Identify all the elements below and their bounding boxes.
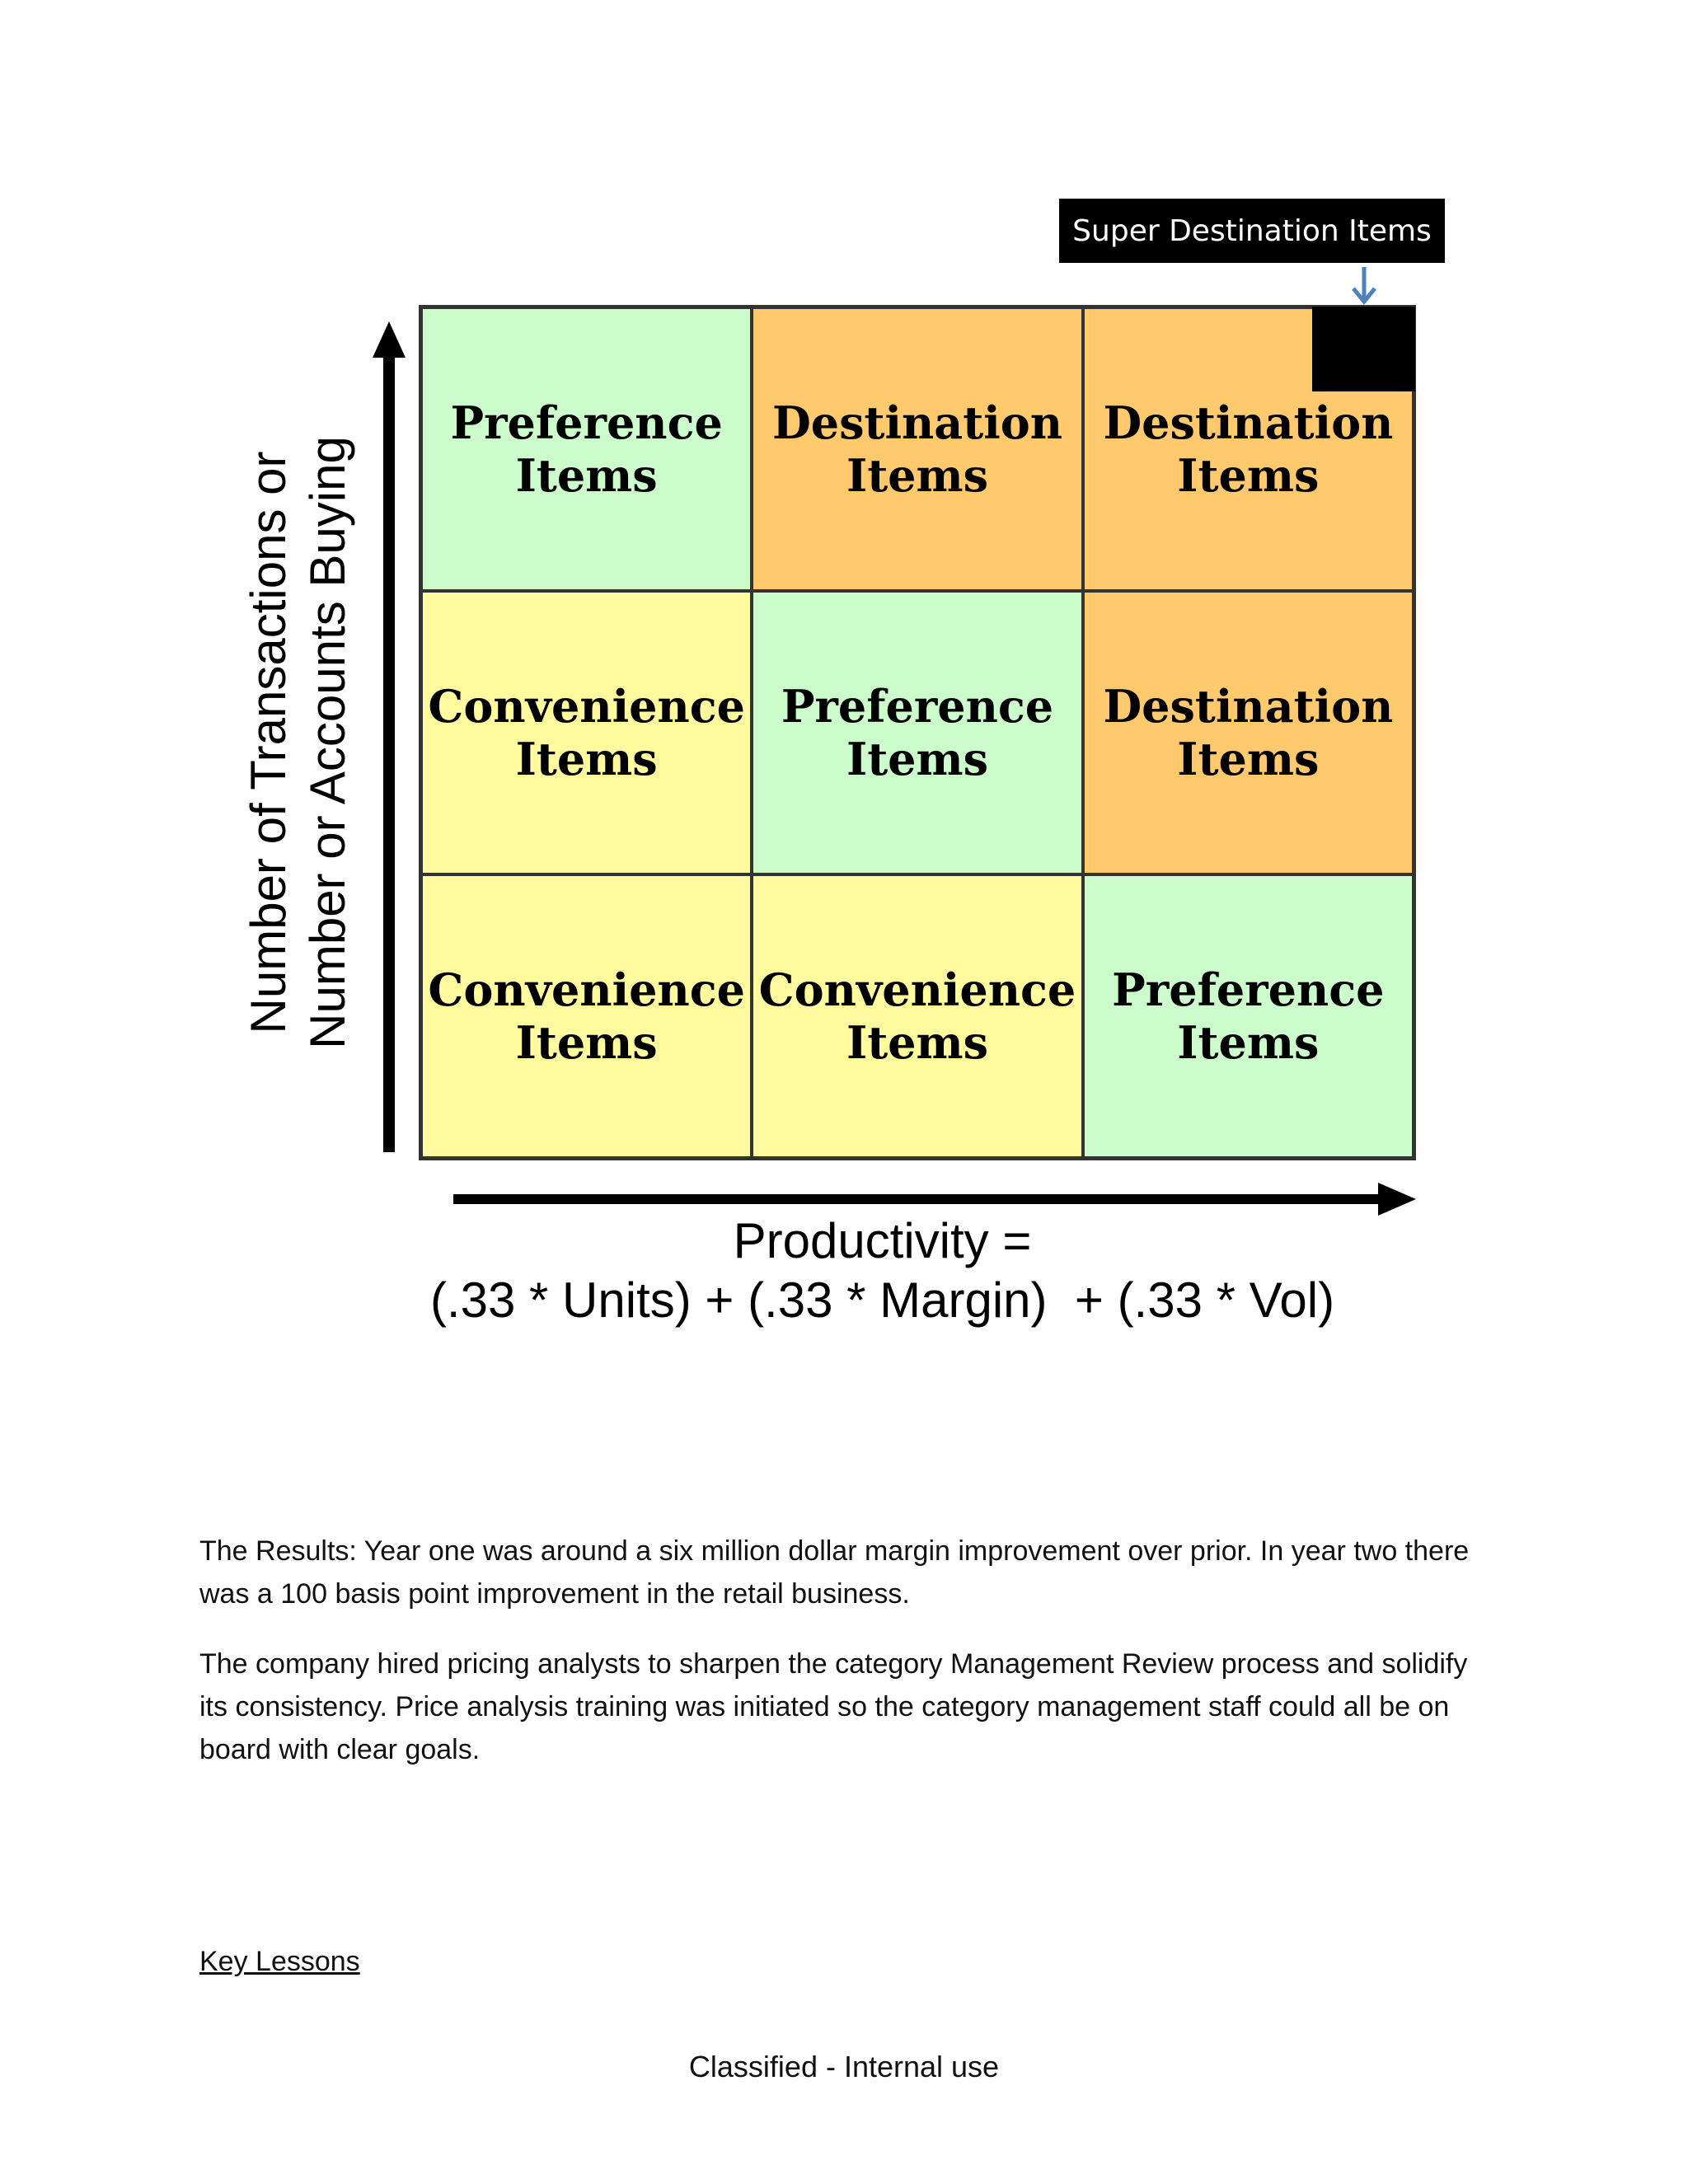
matrix-cell: [421, 307, 752, 591]
category-matrix: [419, 305, 1416, 1160]
results-paragraph: The Results: Year one was around a six million dollar margin improvement over prior. In year two there was a 100 basis point improvement in the retail business.: [199, 1535, 1470, 1610]
cell-label: Destination: [1103, 680, 1394, 733]
cell-label: Items: [515, 449, 658, 502]
y-axis-arrow: [371, 321, 412, 1154]
key-lessons-heading: Key Lessons: [199, 1946, 360, 1977]
x-axis-label-line: (.33 * Units) + (.33 * Margin) + (.33 * Vol): [429, 1272, 1335, 1328]
matrix-cell: [752, 591, 1082, 874]
matrix-cell: [421, 591, 752, 874]
matrix-cell: [421, 874, 752, 1158]
cell-label: Destination: [1103, 396, 1394, 449]
y-axis-label-line: Number of Transactions or: [241, 451, 296, 1034]
y-axis-label-line: Number or Accounts Buying: [300, 436, 355, 1049]
cell-label: Items: [1177, 449, 1320, 502]
cell-label: Convenience: [758, 963, 1076, 1016]
x-axis-label: [419, 1212, 1346, 1330]
cell-label: Items: [515, 1016, 658, 1069]
classification-footer: Classified - Internal use: [688, 2050, 1000, 2083]
matrix-cell: [1083, 874, 1414, 1158]
cell-label: Items: [846, 1016, 989, 1069]
y-axis-label: [239, 413, 354, 1072]
x-axis-label-line: Productivity =: [733, 1213, 1032, 1268]
cell-label: Items: [1177, 733, 1320, 785]
matrix-cell: [752, 307, 1082, 591]
cell-label: Preference: [1112, 963, 1385, 1016]
cell-label: Destination: [771, 396, 1062, 449]
cell-label: Preference: [781, 680, 1054, 733]
cell-label: Convenience: [428, 963, 745, 1016]
super-destination-label: Super Destination Items: [1059, 199, 1445, 263]
cell-label: Items: [846, 733, 989, 785]
matrix-cell: [1083, 591, 1414, 874]
super-destination-marker: [1312, 307, 1415, 391]
cell-label: Convenience: [428, 680, 745, 733]
cell-label: Items: [846, 449, 989, 502]
cell-label: Items: [1177, 1016, 1320, 1069]
matrix-cell: [752, 874, 1082, 1158]
pricing-paragraph: The company hired pricing analysts to sharpen the category Management Review process and solidify its consistency. Price analysis training was initiated so the category management staff could all be on board with clear goals.: [199, 1648, 1468, 1765]
cell-label: Preference: [450, 396, 723, 449]
down-arrow-icon: [1343, 265, 1385, 307]
cell-label: Items: [515, 733, 658, 785]
